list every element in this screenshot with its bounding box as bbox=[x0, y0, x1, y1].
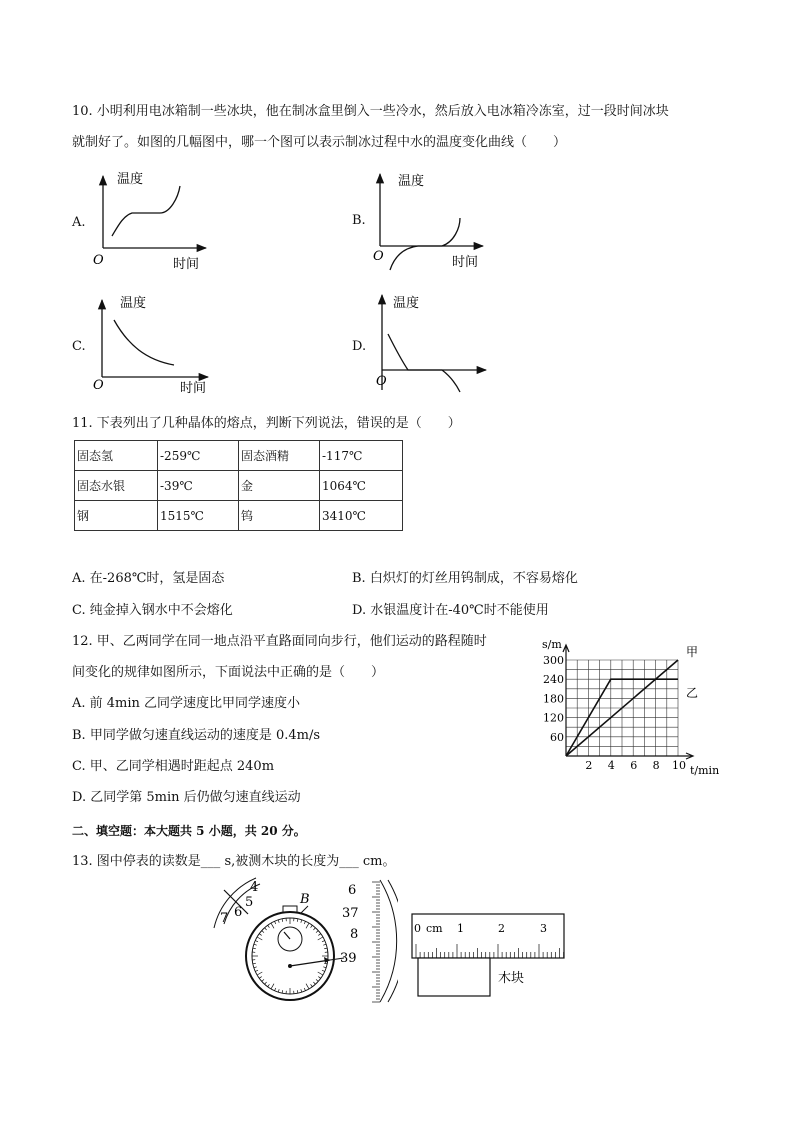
graph-a-ylabel: 温度 bbox=[117, 172, 144, 187]
graph-b-xlabel: 时间 bbox=[452, 255, 479, 270]
graph-a-origin: O bbox=[93, 253, 104, 268]
graph-b-origin: O bbox=[373, 249, 384, 264]
chart-xlabel: t/min bbox=[690, 764, 720, 777]
graph-b-letter: B. bbox=[352, 213, 366, 228]
s-t-chart bbox=[530, 630, 730, 780]
q12-option-a: A. 前 4min 乙同学速度比甲同学速度小 bbox=[72, 696, 301, 711]
table-cell: 钢 bbox=[75, 501, 158, 531]
table-cell: 3410℃ bbox=[320, 501, 403, 531]
graph-b bbox=[368, 168, 498, 278]
q13-stem: 13. 图中停表的读数是___ s,被测木块的长度为___ cm。 bbox=[72, 854, 396, 869]
section2-title: 二、填空题：本大题共 5 小题，共 20 分。 bbox=[72, 824, 306, 838]
table-cell: 固态氢 bbox=[75, 441, 158, 471]
graph-c bbox=[88, 290, 218, 398]
graph-d bbox=[368, 290, 498, 398]
table-row bbox=[75, 501, 403, 531]
ruler-label-0: 0 bbox=[414, 922, 421, 935]
q11-option-c: C. 纯金掉入钢水中不会熔化 bbox=[72, 603, 233, 618]
graph-d-letter: D. bbox=[352, 339, 367, 354]
melting-point-table bbox=[74, 440, 403, 531]
outer-mark-4: 4 bbox=[250, 880, 259, 895]
graph-d-curve bbox=[388, 334, 460, 392]
graph-a-curve bbox=[112, 186, 180, 236]
stopwatch-figure bbox=[212, 876, 398, 1006]
graph-b-curve bbox=[390, 218, 460, 270]
x-tick-label: 10 bbox=[672, 759, 686, 772]
q11-option-a: A. 在-268℃时，氢是固态 bbox=[72, 571, 225, 586]
q12-option-c: C. 甲、乙同学相遇时距起点 240m bbox=[72, 759, 275, 774]
table-cell: 1515℃ bbox=[158, 501, 239, 531]
ruler-figure bbox=[408, 910, 568, 1002]
table-cell: 固态水银 bbox=[75, 471, 158, 501]
q12-stem-line1: 12. 甲、乙两同学在同一地点沿平直路面同向步行，他们运动的路程随时 bbox=[72, 634, 487, 649]
table-cell: -117℃ bbox=[320, 441, 403, 471]
scale-mark-6: 6 bbox=[348, 883, 357, 898]
label-b: B bbox=[300, 892, 310, 907]
graph-a-xlabel: 时间 bbox=[173, 257, 200, 272]
stopwatch-icon bbox=[246, 912, 334, 1000]
x-tick-label: 6 bbox=[630, 759, 638, 772]
table-cell: 固态酒精 bbox=[239, 441, 320, 471]
x-tick-label: 2 bbox=[585, 759, 593, 772]
table-cell: 钨 bbox=[239, 501, 320, 531]
ruler-label-2: 2 bbox=[498, 922, 505, 935]
y-tick-label: 180 bbox=[543, 692, 564, 706]
graph-a-letter: A. bbox=[72, 215, 86, 230]
table-row bbox=[75, 471, 403, 501]
q11-stem: 11. 下表列出了几种晶体的熔点，判断下列说法，错误的是（ ） bbox=[72, 416, 461, 431]
wood-block-label: 木块 bbox=[498, 971, 525, 986]
table-row bbox=[75, 441, 403, 471]
graph-d-ylabel: 温度 bbox=[393, 296, 420, 311]
q12-option-d: D. 乙同学第 5min 后仍做匀速直线运动 bbox=[72, 790, 301, 805]
ruler bbox=[412, 914, 564, 958]
q10-stem-line2: 就制好了。如图的几幅图中，哪一个图可以表示制冰过程中水的温度变化曲线（ ） bbox=[72, 135, 567, 150]
scale-mark-37: 37 bbox=[342, 906, 359, 921]
wood-block bbox=[418, 958, 490, 996]
table-cell: 金 bbox=[239, 471, 320, 501]
graph-c-curve bbox=[114, 320, 174, 365]
x-tick-label: 8 bbox=[652, 759, 660, 772]
graph-a bbox=[88, 168, 218, 278]
ruler-label-cm: cm bbox=[426, 922, 443, 935]
q10-stem-line1: 10. 小明利用电冰箱制一些冰块，他在制冰盒里倒入一些冷水，然后放入电冰箱冷冻室，过一段时间冰块 bbox=[72, 104, 669, 119]
table-cell: -39℃ bbox=[158, 471, 239, 501]
x-tick-label: 4 bbox=[607, 759, 615, 772]
q12-stem-line2: 间变化的规律如图所示，下面说法中正确的是（ ） bbox=[72, 665, 385, 680]
outer-mark-6: 6 bbox=[234, 905, 243, 920]
series-label: 乙 bbox=[686, 686, 699, 701]
series-label: 甲 bbox=[686, 645, 699, 659]
graph-b-ylabel: 温度 bbox=[398, 174, 425, 189]
graph-c-xlabel: 时间 bbox=[180, 381, 207, 396]
scale-mark-39: 39 bbox=[340, 951, 357, 966]
chart-ylabel: s/m bbox=[542, 638, 562, 651]
ruler-label-1: 1 bbox=[457, 922, 464, 935]
table-cell: -259℃ bbox=[158, 441, 239, 471]
graph-c-ylabel: 温度 bbox=[120, 296, 147, 311]
table-cell: 1064℃ bbox=[320, 471, 403, 501]
q12-option-b: B. 甲同学做匀速直线运动的速度是 0.4m/s bbox=[72, 728, 321, 743]
y-tick-label: 60 bbox=[550, 730, 564, 744]
graph-c-origin: O bbox=[93, 378, 104, 393]
q11-option-b: B. 白炽灯的灯丝用钨制成，不容易熔化 bbox=[352, 571, 578, 586]
y-tick-label: 240 bbox=[543, 673, 564, 687]
scale-mark-8: 8 bbox=[350, 927, 359, 942]
q11-option-d: D. 水银温度计在-40℃时不能使用 bbox=[352, 603, 549, 618]
outer-mark-7: 7 bbox=[220, 911, 229, 926]
ruler-label-3: 3 bbox=[540, 922, 547, 935]
y-tick-label: 300 bbox=[543, 654, 564, 667]
outer-mark-5: 5 bbox=[245, 895, 254, 910]
y-tick-label: 120 bbox=[543, 711, 564, 725]
graph-d-origin: O bbox=[376, 374, 387, 389]
graph-c-letter: C. bbox=[72, 339, 86, 354]
